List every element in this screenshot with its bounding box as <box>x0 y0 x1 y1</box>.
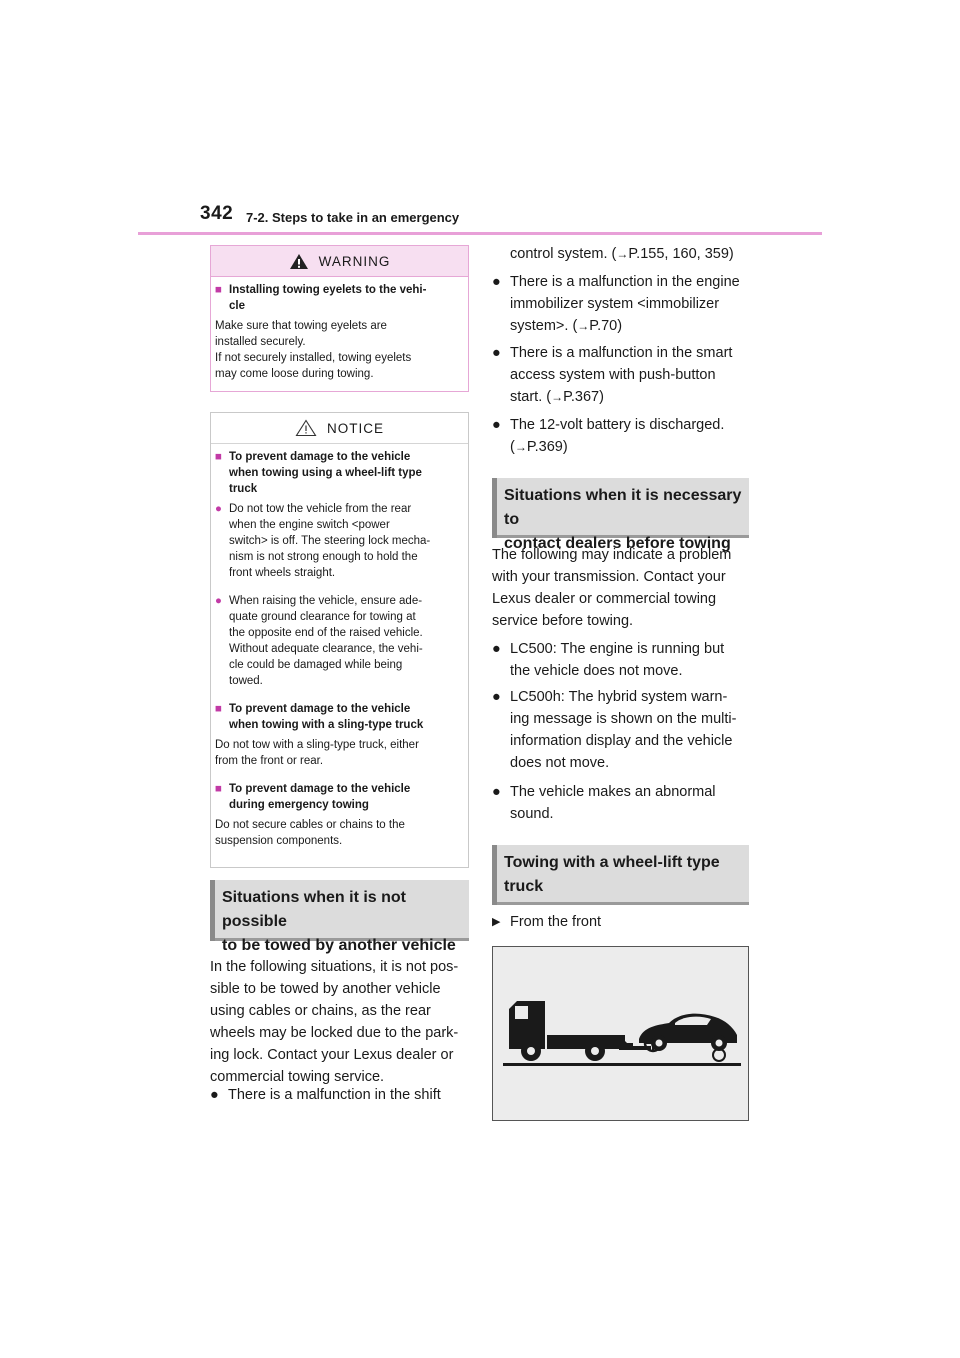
ref-arrow-icon: → <box>577 319 590 333</box>
bullet-lc500h: ● LC500h: The hybrid system warn- ing message is shown on the multi- information display and the vehicle does not move. <box>492 686 757 774</box>
section-title: 7-2. Steps to take in an emergency <box>246 210 460 225</box>
triangle-bullet-icon: ▶ <box>492 916 501 928</box>
notice-box <box>210 412 469 868</box>
not-possible-paragraph: In the following situations, it is not pos- sible to be towed by another vehicle using cables or chains, as the rear wheels may be locked due to the park- ing lock. Contact your Lexus dealer or commercial towing service. <box>210 959 459 1085</box>
warning-box <box>210 245 469 392</box>
dot-bullet-icon: ● <box>215 595 222 607</box>
heading-not-possible-tow: Situations when it is not possible to be towed by another vehicle <box>210 880 469 941</box>
notice-sling-body: Do not tow with a sling-type truck, either from the front or rear. <box>215 739 419 767</box>
warning-body: Make sure that towing eyelets are installed securely. If not securely installed, towing eyelets may come loose during towing. <box>215 320 412 380</box>
contact-dealers-paragraph: The following may indicate a problem with your transmission. Contact your Lexus dealer or commercial towing service before towing. <box>492 547 732 629</box>
caution-triangle-icon <box>295 419 317 437</box>
bullet-shift-malfunction: ● There is a malfunction in the shift <box>210 1084 472 1106</box>
bullet-icon: ● <box>210 1087 219 1103</box>
warning-label: WARNING <box>318 253 391 269</box>
notice-item-clearance: ● When raising the vehicle, ensure ade- quate ground clearance for towing at the opposite end of the raised vehicle. Without adequate clearance, the vehi- cle could be damaged while being towed. <box>215 595 423 687</box>
notice-title-wheel-lift: ■ To prevent damage to the vehicle when towing using a wheel-lift type truck <box>215 451 422 495</box>
ref-arrow-icon: → <box>551 390 564 404</box>
bullet-icon: ● <box>492 784 501 800</box>
bullet-icon: ● <box>492 345 501 361</box>
notice-item-rear-tow: ● Do not tow the vehicle from the rear when the engine switch <power switch> is off. The steering lock mecha- nism is not strong enough to hold the front wheels straight. <box>215 503 431 579</box>
tow-truck-front-tow-image <box>493 947 748 1120</box>
dot-bullet-icon: ● <box>215 503 222 515</box>
bullet-icon: ● <box>492 641 501 657</box>
bullet-abnormal-sound: ● The vehicle makes an abnormal sound. <box>492 781 757 825</box>
bullet-lc500: ● LC500: The engine is running but the vehicle does not move. <box>492 638 757 682</box>
square-bullet-icon: ■ <box>215 451 222 463</box>
bullet-icon: ● <box>492 274 501 290</box>
heading-wheel-lift: Towing with a wheel-lift type truck <box>492 845 749 905</box>
square-bullet-icon: ■ <box>215 703 222 715</box>
bullet-icon: ● <box>492 689 501 705</box>
bullet-battery: ● The 12-volt battery is discharged. (→P.369) <box>492 414 757 458</box>
warning-title: ■ Installing towing eyelets to the vehi- cle <box>215 284 427 312</box>
warning-header <box>211 246 468 277</box>
bullet-immobilizer: ● There is a malfunction in the engine immobilizer system <immobilizer system>. (→P.70) <box>492 271 757 337</box>
header-rule <box>138 232 822 235</box>
ref-arrow-icon: → <box>616 247 629 261</box>
notice-header <box>211 413 468 444</box>
notice-title-emergency: ■ To prevent damage to the vehicle during emergency towing <box>215 783 411 811</box>
notice-emergency-body: Do not secure cables or chains to the suspension components. <box>215 819 405 847</box>
tow-truck-illustration <box>492 946 749 1121</box>
notice-label: NOTICE <box>326 420 384 436</box>
from-front-label: ▶ From the front <box>492 911 757 933</box>
ref-arrow-icon: → <box>514 440 527 454</box>
bullet-icon: ● <box>492 417 501 433</box>
heading-contact-dealers: Situations when it is necessary to contact dealers before towing <box>492 478 749 538</box>
bullet-smart-access: ● There is a malfunction in the smart access system with push-button start. (→P.367) <box>492 342 757 408</box>
shift-continuation: control system. (→P.155, 160, 359) <box>510 246 734 262</box>
warning-triangle-icon <box>289 253 309 270</box>
square-bullet-icon: ■ <box>215 783 222 795</box>
page-number: 342 <box>200 203 234 224</box>
square-bullet-icon: ■ <box>215 284 222 296</box>
notice-title-sling: ■ To prevent damage to the vehicle when towing with a sling-type truck <box>215 703 424 731</box>
